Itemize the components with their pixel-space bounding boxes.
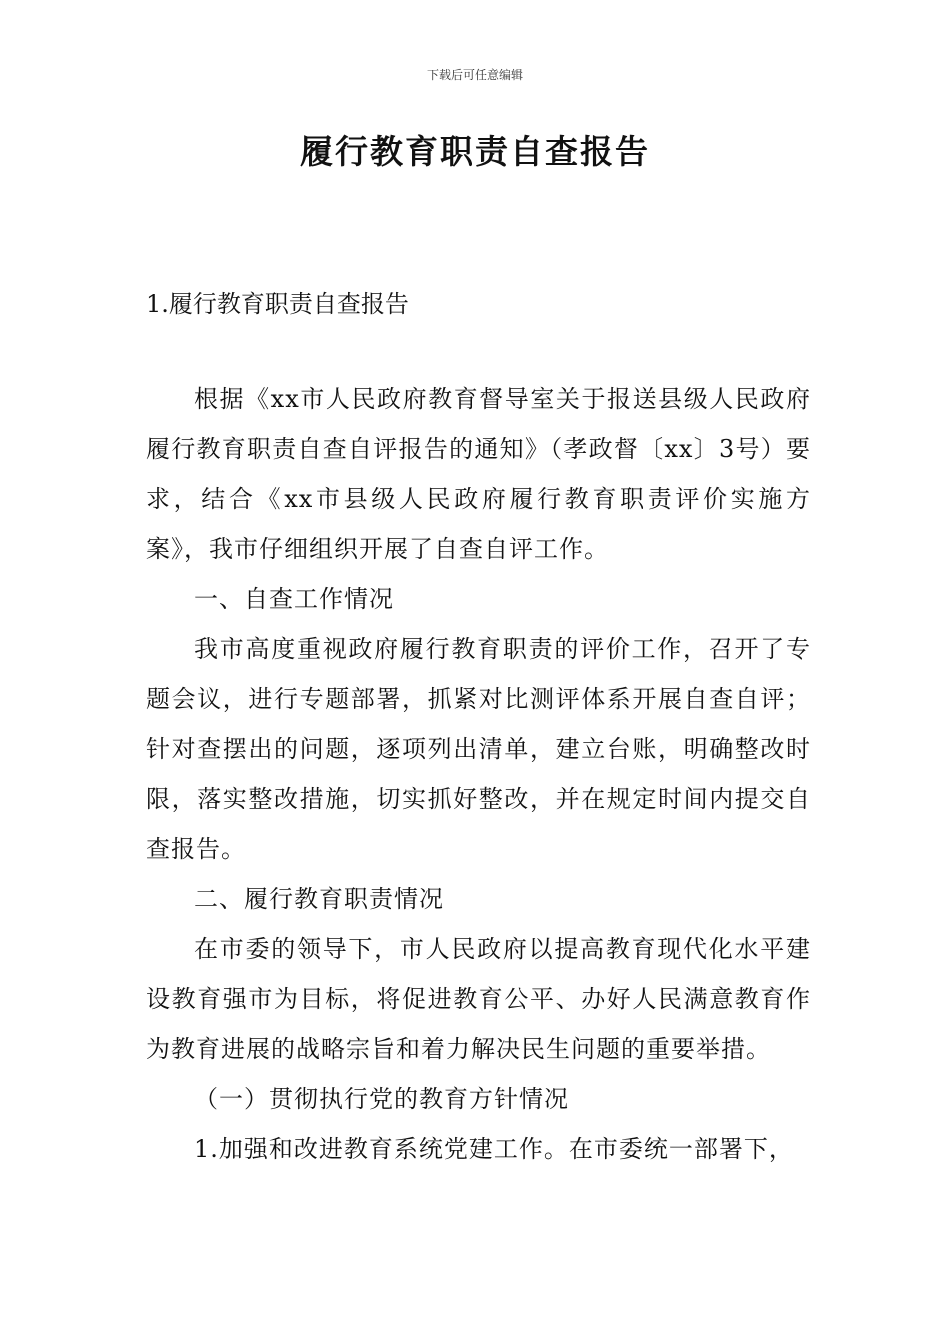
paragraph-heading-policy: （一）贯彻执行党的教育方针情况	[194, 1085, 569, 1113]
paragraph-party-building: 1.加强和改进教育系统党建工作。在市委统一部署下，	[194, 1135, 794, 1163]
document-body	[146, 374, 811, 1174]
paragraph-duties: 在市委的领导下，市人民政府以提高教育现代化水平建设教育强市为目标，将促进教育公平、办好人民满意教育作为教育进展的战略宗旨和着力解决民生问题的重要举措。	[146, 935, 811, 1063]
header-note: 下载后可任意编辑	[426, 68, 523, 82]
paragraph-heading-duties: 二、履行教育职责情况	[194, 885, 444, 913]
paragraph-self-check: 我市高度重视政府履行教育职责的评价工作，召开了专题会议，进行专题部署，抓紧对比测评体系开展自查自评；针对查摆出的问题，逐项列出清单，建立台账，明确整改时限，落实整改措施，切实抓好整改，并在规定时间内提交自查报告。	[146, 635, 811, 863]
document-title: 履行教育职责自查报告	[300, 132, 650, 171]
section-heading: 1.履行教育职责自查报告	[146, 290, 409, 318]
paragraph-intro: 根据《xx市人民政府教育督导室关于报送县级人民政府履行教育职责自查自评报告的通知》（孝政督〔xx〕3号）要求，结合《xx市县级人民政府履行教育职责评价实施方案》，我市仔细组织开展了自查自评工作。	[146, 385, 811, 563]
paragraph-heading-self-check: 一、自查工作情况	[194, 585, 394, 613]
